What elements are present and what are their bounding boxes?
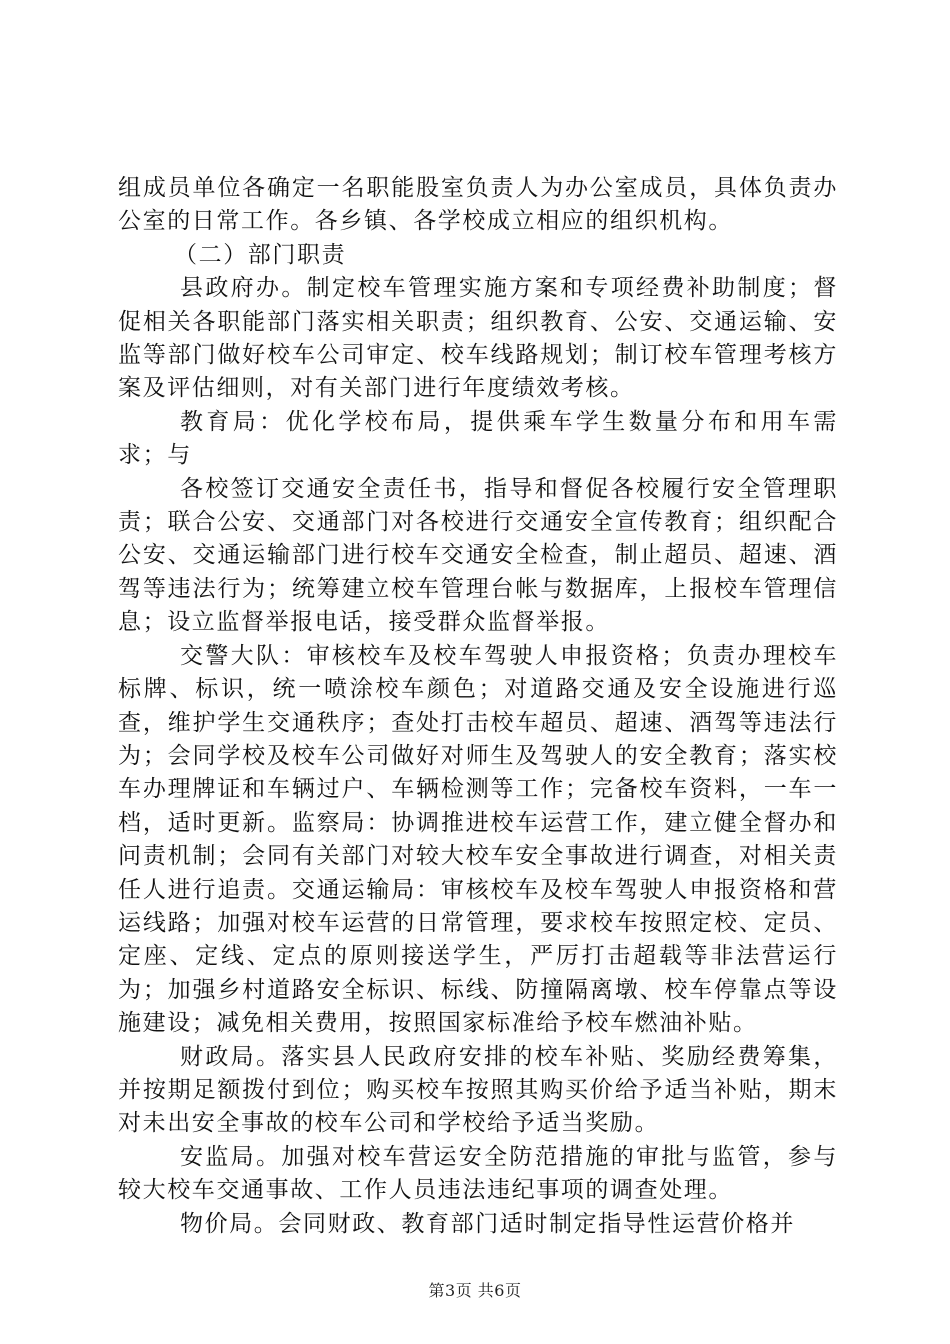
paragraph-school-safety: 各校签订交通安全责任书，指导和督促各校履行安全管理职责；联合公安、交通部门对各校进行交通安全宣传教育；组织配合公安、交通运输部门进行校车交通安全检查，制止超员、超速、酒驾等违法行为；统筹建立校车管理台帐与数据库，上报校车管理信息；设立监督举报电话，接受群众监督举报。 bbox=[118, 475, 838, 636]
paragraph-continuation: 组成员单位各确定一名职能股室负责人为办公室成员，具体负责办公室的日常工作。各乡镇、各学校成立相应的组织机构。 bbox=[118, 175, 838, 235]
paragraph-price-bureau: 物价局。会同财政、教育部门适时制定指导性运营价格并 bbox=[180, 1210, 795, 1237]
paragraph-traffic-police: 交警大队：审核校车及校车驾驶人申报资格；负责办理校车标牌、标识，统一喷涂校车颜色；对道路交通及安全设施进行巡查，维护学生交通秩序；查处打击校车超员、超速、酒驾等违法行为；会同学校及校车公司做好对师生及驾驶人的安全教育；落实校车办理牌证和车辆过户、车辆检测等工作；完备校车资料，一车一档，适时更新。监察局：协调推进校车运营工作，建立健全督办和问责机制；会同有关部门对较大校车安全事故进行调查，对相关责任人进行追责。交通运输局：审核校车及校车驾驶人申报资格和营运线路；加强对校车运营的日常管理，要求校车按照定校、定员、定座、定线、定点的原则接送学生，严厉打击超载等非法营运行为；加强乡村道路安全标识、标线、防撞隔离墩、校车停靠点等设施建设；减免相关费用，按照国家标准给予校车燃油补贴。 bbox=[118, 642, 838, 1037]
paragraph-safety-supervision: 安监局。加强对校车营运安全防范措施的审批与监管，参与较大校车交通事故、工作人员违法违纪事项的调查处理。 bbox=[118, 1143, 838, 1204]
paragraph-finance-bureau: 财政局。落实县人民政府安排的校车补贴、奖励经费筹集，并按期足额拨付到位；购买校车按照其购买价给予适当补贴，期末对未出安全事故的校车公司和学校给予适当奖励。 bbox=[118, 1043, 838, 1137]
section-heading: （二）部门职责 bbox=[174, 241, 347, 268]
paragraph-education-bureau: 教育局：优化学校布局，提供乘车学生数量分布和用车需求；与 bbox=[118, 408, 838, 469]
paragraph-county-government: 县政府办。制定校车管理实施方案和专项经费补助制度；督促相关各职能部门落实相关职责；组织教育、公安、交通运输、安监等部门做好校车公司审定、校车线路规划；制订校车管理考核方案及评估细则，对有关部门进行年度绩效考核。 bbox=[118, 275, 838, 402]
document-body bbox=[118, 172, 838, 1241]
page-footer: 第3页 共6页 bbox=[428, 1281, 522, 1300]
